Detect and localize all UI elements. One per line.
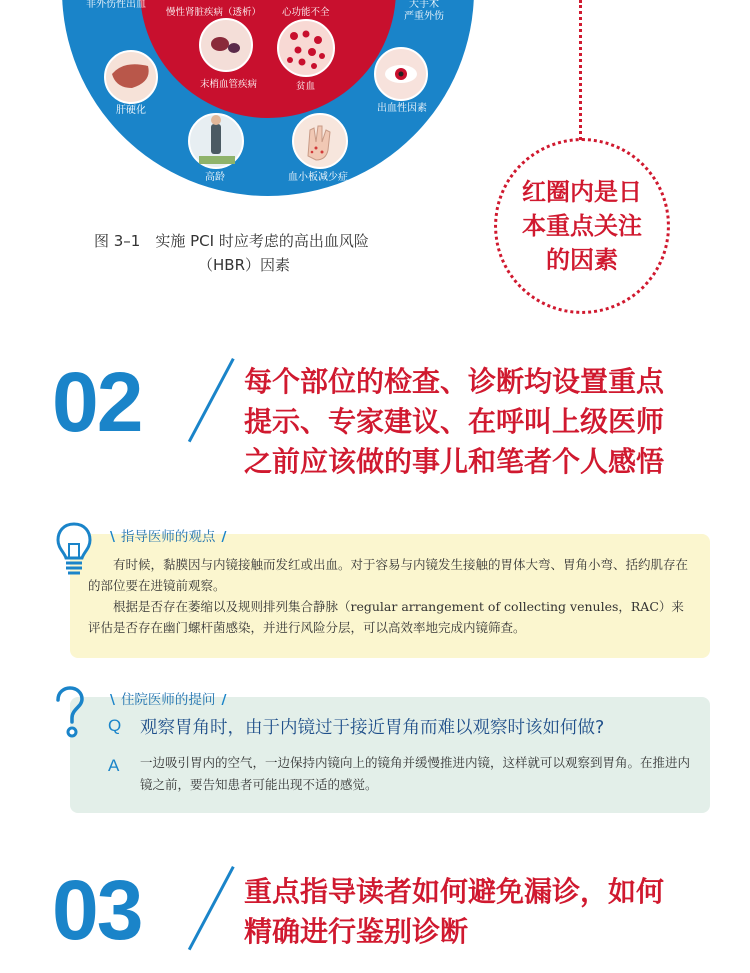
label-major-surgery: 大手术 严重外伤 xyxy=(404,0,444,22)
section-02-slash xyxy=(188,358,235,442)
label-peripheral-vascular-disease: 末梢血管疾病 xyxy=(200,79,258,90)
section-03-number: 03 xyxy=(52,863,142,957)
section-02-number: 02 xyxy=(52,355,142,449)
question-icon xyxy=(50,684,88,744)
section-02-title-line: 提示、专家建议、在呼叫上级医师 xyxy=(244,405,665,438)
label-chronic-kidney-disease: 慢性肾脏疾病（透析） xyxy=(166,7,262,18)
section-03-slash xyxy=(188,866,235,950)
label-elderly: 高龄 xyxy=(205,172,225,183)
a-letter: A xyxy=(108,756,120,775)
section-02-title xyxy=(244,362,664,482)
figure-caption xyxy=(94,229,424,277)
label-anemia: 贫血 xyxy=(296,81,316,92)
section-02-title-line: 之前应该做的事儿和笔者个人感悟 xyxy=(244,445,665,478)
resident-tag-label: 住院医师的提问 xyxy=(120,692,216,708)
resident-tag: \ 住院医师的提问 / xyxy=(110,692,227,708)
anemia-illustration xyxy=(278,20,334,76)
tip-paragraph: 根据是否存在萎缩以及规则排列集合静脉（regular arrangement of collecting venules，RAC）来评估是否存在幽门螺杆菌感染，并进行风险分层，可以高效率地完成内镜筛查。 xyxy=(88,599,684,635)
mentor-tip-text xyxy=(88,554,694,638)
section-03-title-line: 重点指导读者如何避免漏诊，如何 xyxy=(244,875,665,908)
question-text: 观察胃角时，由于内镜过于接近胃角而难以观察时该如何做? xyxy=(140,718,605,738)
callout-circle xyxy=(494,138,670,314)
label-non-traumatic-bleeding: 非外伤性出血 xyxy=(86,0,146,10)
mentor-tag-label: 指导医师的观点 xyxy=(120,529,216,545)
caption-line-2: （HBR）因素 xyxy=(198,256,290,274)
section-03-title-line: 精确进行鉴别诊断 xyxy=(244,915,469,948)
label-bleeding-factor: 出血性因素 xyxy=(377,103,427,114)
section-03-title xyxy=(244,872,664,952)
section-02-title-line: 每个部位的检查、诊断均设置重点 xyxy=(244,365,665,398)
answer-text: 一边吸引胃内的空气，一边保持内镜向上的镜角并缓慢推进内镜，这样就可以观察到胃角。在推进内镜之前，要告知患者可能出现不适的感觉。 xyxy=(140,755,691,792)
q-letter: Q xyxy=(108,716,122,735)
caption-line-1: 图 3–1 实施 PCI 时应考虑的高出血风险 xyxy=(94,232,369,250)
callout-text: 红圈内是日本重点关注的因素 xyxy=(522,178,642,274)
tip-paragraph: 有时候，黏膜因与内镜接触而发红或出血。对于容易与内镜发生接触的胃体大弯、胃角小弯、括约肌存在的部位要在进镜前观察。 xyxy=(88,557,689,593)
dotted-connector xyxy=(579,0,582,140)
mentor-tag: \ 指导医师的观点 / xyxy=(110,529,227,545)
label-thrombocytopenia: 血小板减少症 xyxy=(288,172,348,183)
label-cirrhosis: 肝硬化 xyxy=(116,105,146,116)
label-heart-failure: 心功能不全 xyxy=(282,7,330,18)
